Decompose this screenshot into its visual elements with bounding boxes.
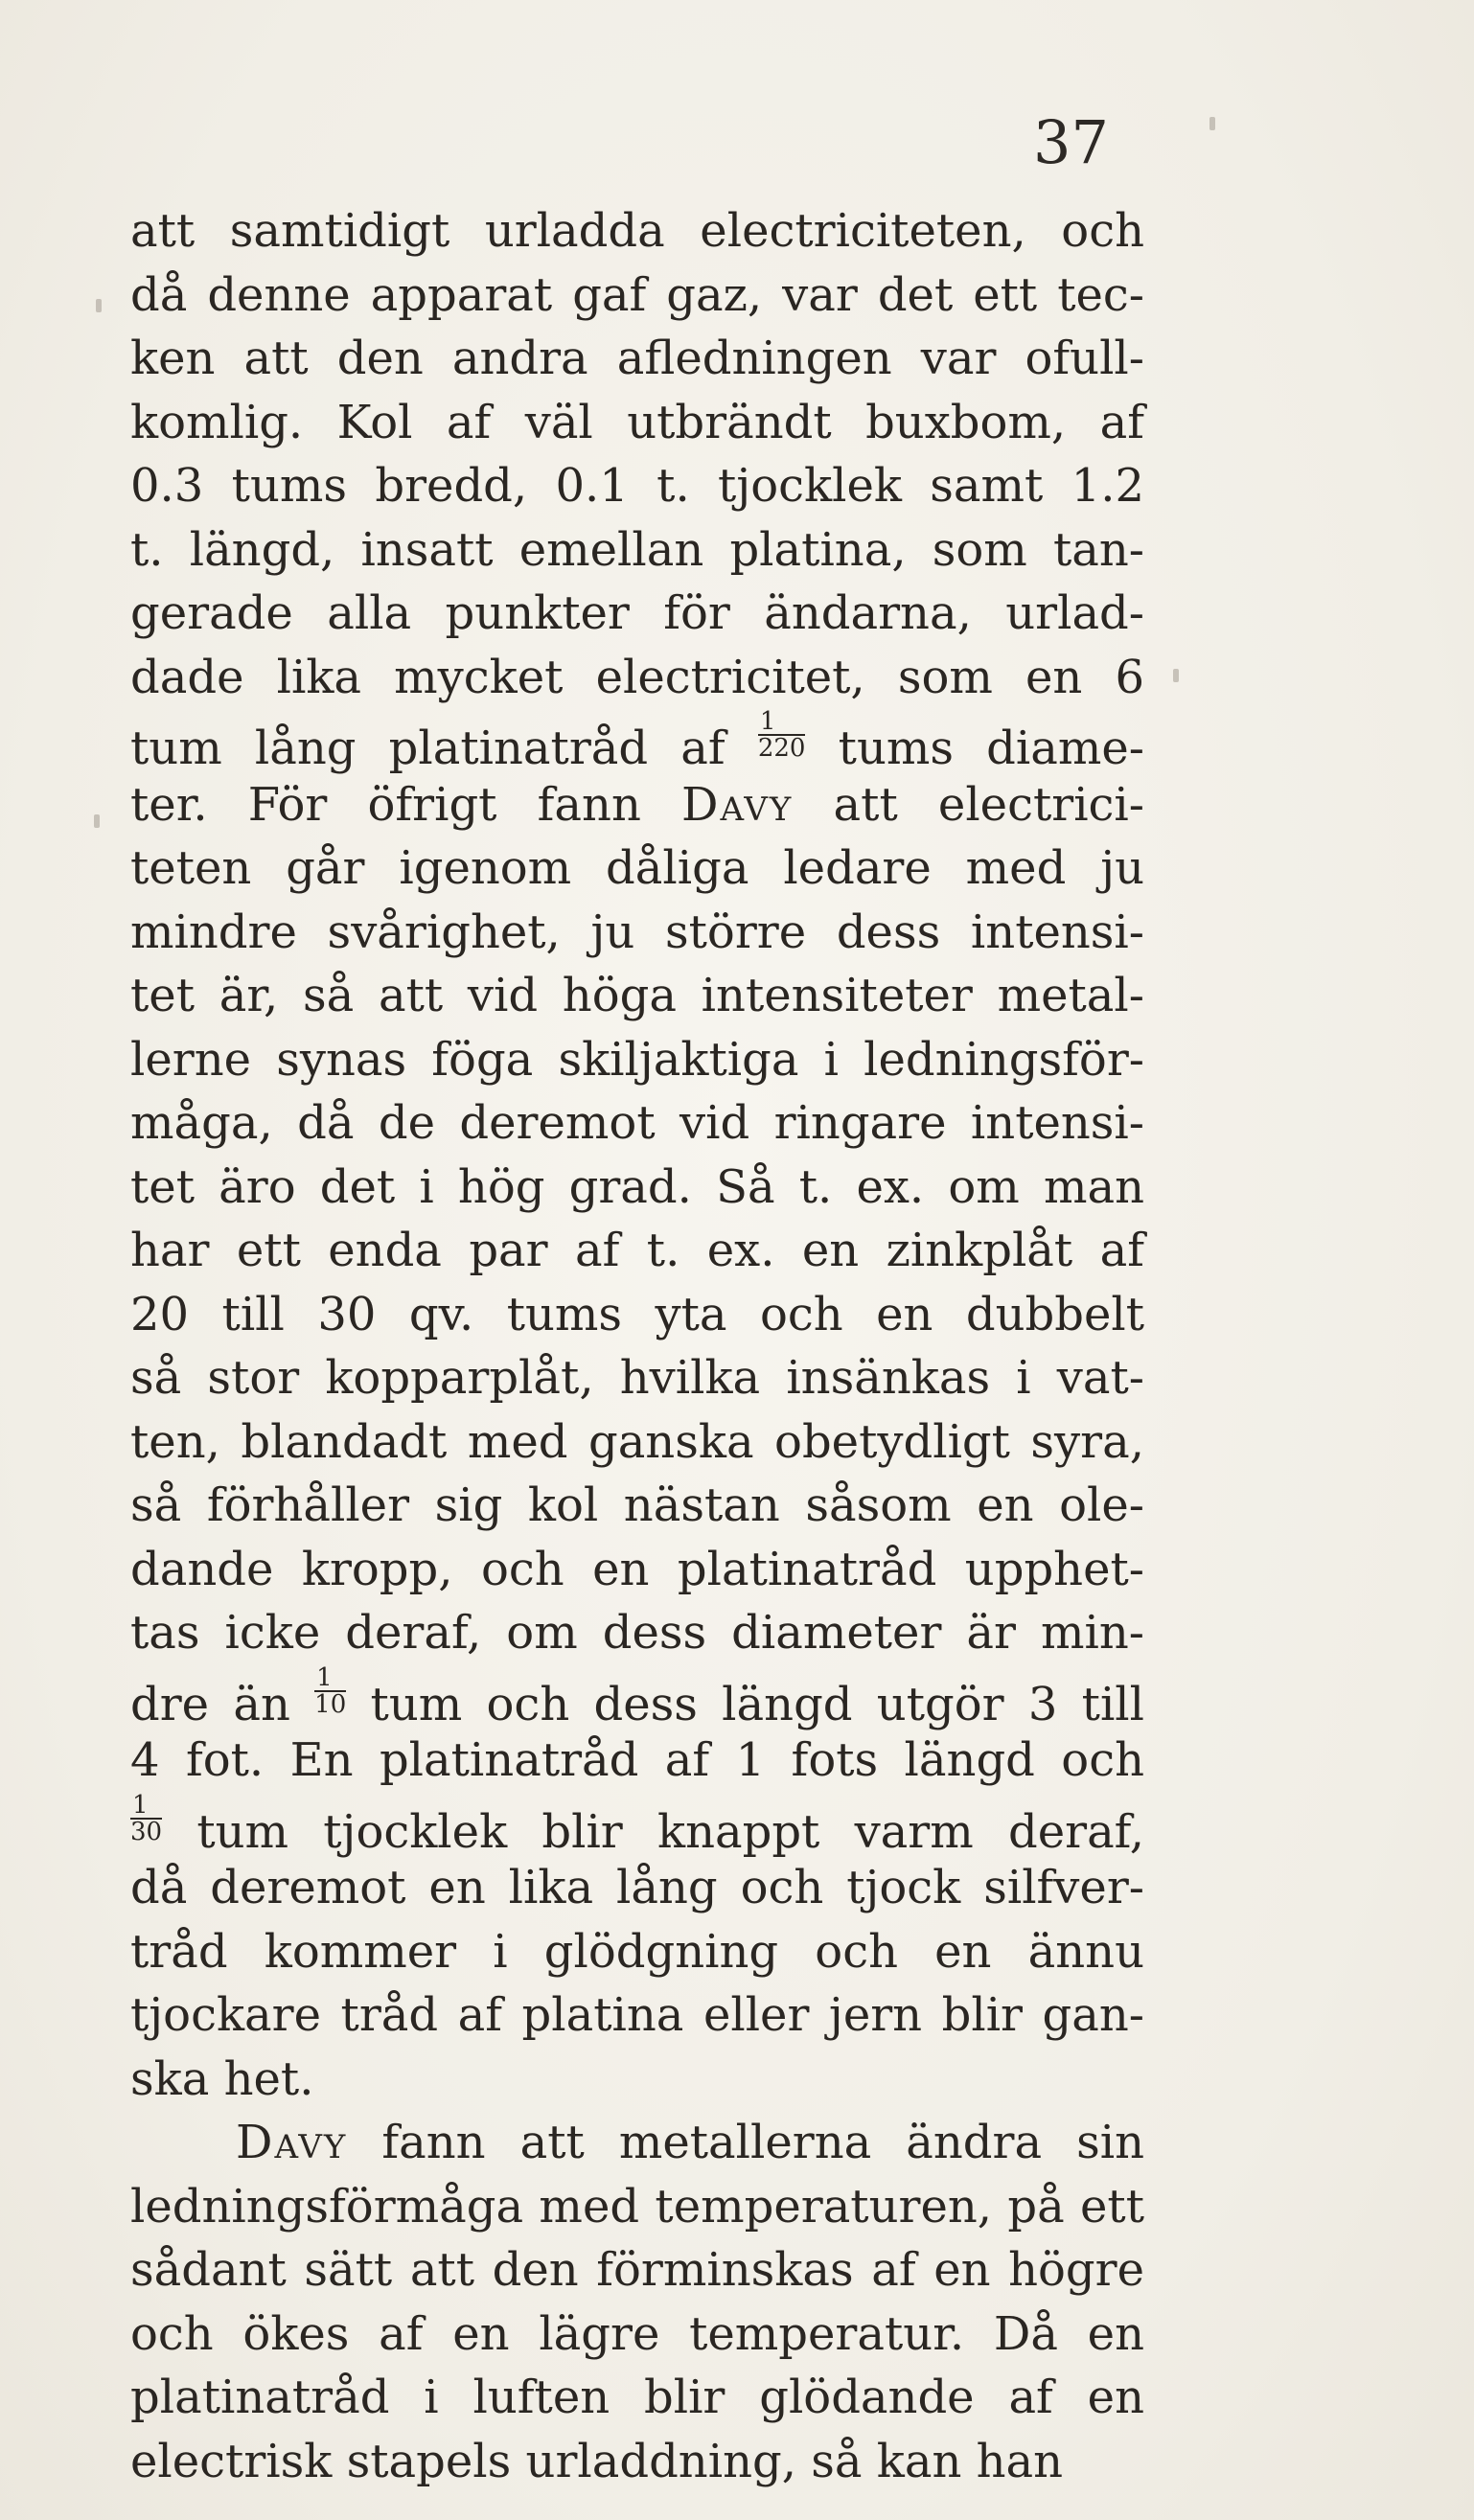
author-name: Davy	[236, 2116, 348, 2169]
text-line: ken att den andra afledningen var ofull-	[130, 332, 1144, 385]
text-segment: tum och dess längd utgör 3 till	[346, 1677, 1145, 1731]
text-segment: att electrici-	[793, 777, 1144, 832]
fraction	[130, 1790, 163, 1846]
text-line	[130, 2111, 1144, 2175]
text-line: då denne apparat gaf gaz, var det ett tec-	[130, 267, 1144, 322]
text-line: t. längd, insatt emellan platina, som tan-	[130, 522, 1144, 577]
text-line: tjockare tråd af platina eller jern blir gan-	[130, 1988, 1144, 2042]
text-line: ska het.	[130, 2051, 314, 2106]
text-line: måga, då de deremot vid ringare intensi-	[130, 1096, 1144, 1150]
fraction-numerator: 1	[758, 709, 806, 736]
text-line: 4 fot. En platinatråd af 1 fots längd och	[130, 1733, 1144, 1787]
text-line	[130, 1790, 1144, 1859]
text-segment: tum lång platinatråd af	[130, 722, 758, 775]
page-number: 37	[1033, 107, 1109, 177]
text-line: att samtidigt urladda electriciteten, och	[130, 204, 1144, 258]
text-line: dade lika mycket electricitet, som en 6	[130, 650, 1144, 704]
text-line: mindre svårighet, ju större dess intensi-	[130, 905, 1144, 959]
fraction-numerator: 1	[314, 1665, 346, 1692]
text-segment: ter. För öfrigt fann	[130, 777, 682, 832]
text-line: gerade alla punkter för ändarna, urlad-	[130, 586, 1144, 640]
text-line: tråd kommer i glödgning och en ännu	[130, 1924, 1144, 1979]
text-line: lerne synas föga skiljaktiga i ledningsför-	[130, 1032, 1144, 1087]
text-line: komlig. Kol af väl utbrändt buxbom, af	[130, 395, 1144, 449]
text-line: sådant sätt att den förminskas af en högre	[130, 2243, 1144, 2297]
text-line: dande kropp, och en platinatråd upphet-	[130, 1542, 1144, 1596]
margin-mark	[1173, 669, 1179, 682]
text-line	[130, 773, 1144, 837]
text-line: tet äro det i hög grad. Så t. ex. om man	[130, 1159, 1144, 1214]
text-line: tet är, så att vid höga intensiteter metal-	[130, 969, 1144, 1022]
text-segment: fann att metallerna ändra sin	[347, 2116, 1144, 2169]
fraction-denominator: 10	[314, 1689, 347, 1719]
text-segment: tum tjocklek blir knappt varm deraf,	[162, 1804, 1144, 1859]
text-line: 0.3 tums bredd, 0.1 t. tjocklek samt 1.2	[130, 459, 1144, 513]
text-segment: dre än	[130, 1677, 315, 1731]
text-line: då deremot en lika lång och tjock silfver-	[130, 1861, 1144, 1914]
fraction-numerator: 1	[130, 1793, 162, 1820]
body-text	[130, 199, 1144, 2493]
text-segment: tums diame-	[805, 722, 1145, 775]
text-line: har ett enda par af t. ex. en zinkplåt af	[130, 1224, 1144, 1277]
text-line: ten, blandadt med ganska obetydligt syra,	[130, 1414, 1144, 1469]
text-line: 20 till 30 qv. tums yta och en dubbelt	[130, 1287, 1144, 1341]
text-line: så förhåller sig kol nästan såsom en ole-	[130, 1478, 1144, 1532]
text-line: och ökes af en lägre temperatur. Då en	[130, 2306, 1144, 2361]
text-line	[130, 1662, 1145, 1731]
text-line: så stor kopparplåt, hvilka insänkas i vat-	[130, 1351, 1144, 1405]
text-line: electrisk stapels urladdning, så kan han	[130, 2434, 1064, 2488]
text-line: tas icke deraf, om dess diameter är min-	[130, 1606, 1144, 1660]
fraction	[758, 709, 806, 761]
margin-mark	[94, 814, 100, 828]
text-line: ledningsförmåga med temperaturen, på ett	[130, 2179, 1144, 2234]
margin-mark	[96, 299, 102, 312]
fraction-denominator: 30	[130, 1817, 163, 1846]
author-name: Davy	[681, 777, 794, 832]
margin-mark	[1209, 117, 1215, 130]
text-line	[130, 709, 1144, 773]
fraction-denominator: 220	[757, 734, 806, 763]
text-line: teten går igenom dåliga ledare med ju	[130, 841, 1144, 895]
text-line: platinatråd i luften blir glödande af en	[130, 2371, 1144, 2424]
fraction	[314, 1662, 347, 1719]
